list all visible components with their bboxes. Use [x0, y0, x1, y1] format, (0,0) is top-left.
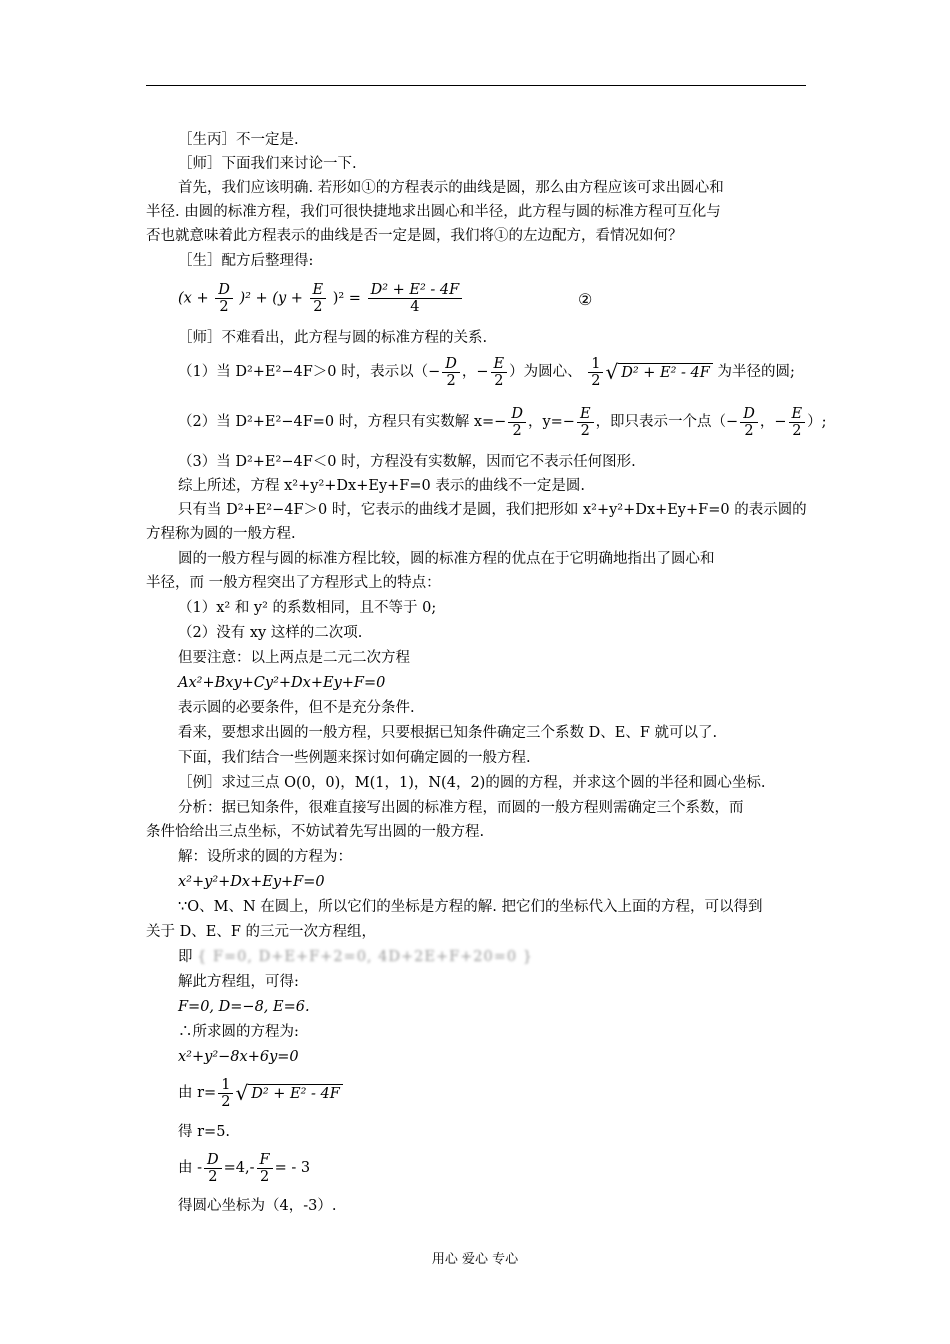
page-footer: 用心 爱心 专心	[431, 1252, 519, 1267]
case-3: （3）当 D²+E²−4F＜0 时，方程没有实数解，因而它不表示任何图形.	[178, 454, 636, 470]
text-line: 否也就意味着此方程表示的曲线是否一定是圆，我们将①的左边配方，看情况如何？	[146, 228, 683, 244]
text-line: 看来，要想求出圆的一般方程，只要根据已知条件确定三个系数 D、E、F 就可以了.	[178, 725, 718, 741]
text-line: ∴所求圆的方程为:	[178, 1024, 299, 1040]
text-line: （1）x² 和 y² 的系数相同，且不等于 0;	[178, 600, 437, 616]
case-1: （1）当 D²+E²−4F＞0 时，表示以（− $\frac{D}{2}$ ，− $\frac{E}{2}$ ）为圆心、 $\frac{1}{2}$ √ D² + E² - 4F 为半径的圆;	[178, 355, 795, 389]
equation-radius: 由 r= $\frac{1}{2}$ √ D² + E² - 4F	[178, 1075, 343, 1111]
text-line: ［生］配方后整理得:	[178, 253, 314, 269]
case-2: （2）当 D²+E²−4F=0 时，方程只有实数解 x=− $\frac{D}{2}$ ，y=− $\frac{E}{2}$ ，即只表示一个点（− $\frac{D}{2}$ ，− $\frac{E}{2}$ ）;	[178, 405, 827, 439]
text-line: 半径. 由圆的标准方程，我们可很快捷地求出圆心和半径，此方程与圆的标准方程可互化与	[146, 204, 721, 220]
header-rule	[146, 85, 806, 86]
text-line: 下面，我们结合一些例题来探讨如何确定圆的一般方程.	[178, 750, 531, 766]
text-line: （2）没有 xy 这样的二次项.	[178, 625, 363, 641]
text-line: ［例］求过三点 O(0，0)，M(1，1)，N(4，2)的圆的方程，并求这个圆的半径和圆心坐标.	[178, 775, 766, 791]
equation-system-blurred: { F=0, D+E+F+2=0, 4D+2E+F+20=0 }	[197, 949, 533, 965]
text-line: ［师］下面我们来讨论一下.	[178, 156, 357, 172]
text-line: 综上所述，方程 x²+y²+Dx+Ey+F=0 表示的曲线不一定是圆.	[178, 478, 585, 494]
text-line: ［师］不难看出，此方程与圆的标准方程的关系.	[178, 330, 488, 346]
text-line: 条件恰给出三点坐标，不妨试着先写出圆的一般方程.	[146, 824, 485, 840]
text-line: 分析：据已知条件，很难直接写出圆的标准方程，而圆的一般方程则需确定三个系数，而	[178, 800, 744, 816]
text-line: 解：设所求的圆的方程为：	[178, 849, 352, 865]
text-line: 关于 D、E、F 的三元一次方程组，	[146, 924, 376, 940]
text-line: ［生丙］不一定是.	[178, 132, 299, 148]
text-line: ∵O、M、N 在圆上，所以它们的坐标是方程的解. 把它们的坐标代入上面的方程，可以得到	[178, 899, 763, 915]
text-line: 首先，我们应该明确. 若形如①的方程表示的曲线是圆，那么由方程应该可求出圆心和	[178, 180, 724, 196]
equation-center: 由 - $\frac{D}{2}$ =4,- $\frac{F}{2}$ = - 3	[178, 1151, 311, 1185]
text-line: 表示圆的必要条件，但不是充分条件.	[178, 700, 415, 716]
text-line: 得 r=5.	[178, 1124, 231, 1140]
equation-2: (x + $\frac{D}{2}$ )² + (y + $\frac{E}{2}$ )² = $\frac{\text{D² + E² - 4F}}{4}$	[178, 282, 464, 315]
text-line: 半径，而 一般方程突出了方程形式上的特点：	[146, 575, 441, 591]
equation-tag: ②	[578, 290, 593, 309]
equation-line: F=0, D=−8, E=6.	[178, 999, 310, 1015]
text-line: 即 { F=0, D+E+F+2=0, 4D+2E+F+20=0 }	[178, 949, 533, 965]
text-line: 方程称为圆的一般方程.	[146, 526, 296, 542]
text-line: 得圆心坐标为（4，-3）.	[178, 1198, 337, 1214]
text-line: 但要注意：以上两点是二元二次方程	[178, 650, 410, 666]
equation-line: x²+y²−8x+6y=0	[178, 1049, 299, 1065]
text-line: 只有当 D²+E²−4F＞0 时，它表示的曲线才是圆，我们把形如 x²+y²+Dx+Ey+F=0 的表示圆的	[178, 502, 807, 518]
equation-line: x²+y²+Dx+Ey+F=0	[178, 874, 325, 890]
equation-line: Ax²+Bxy+Cy²+Dx+Ey+F=0	[178, 675, 386, 691]
text-line: 解此方程组，可得:	[178, 974, 299, 990]
text-line: 圆的一般方程与圆的标准方程比较，圆的标准方程的优点在于它明确地指出了圆心和	[178, 551, 715, 567]
